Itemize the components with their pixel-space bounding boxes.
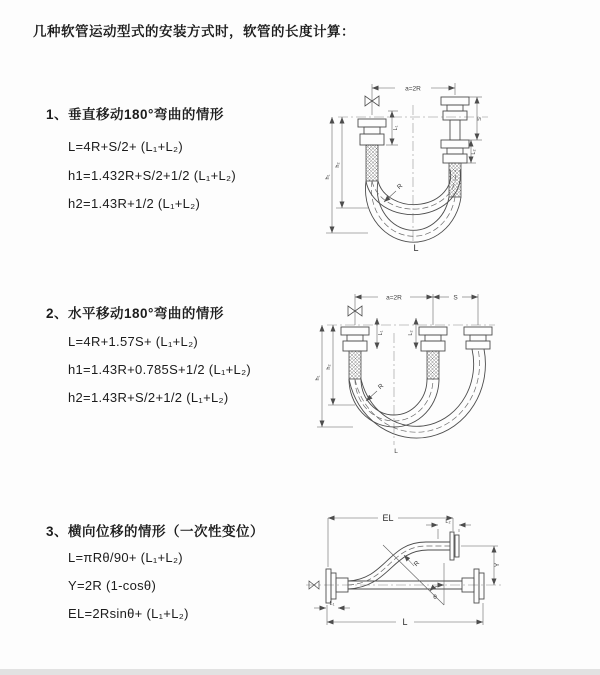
dim-label-r: R — [376, 382, 386, 392]
hose-displaced-s-curve — [348, 542, 450, 589]
flange-left — [326, 569, 348, 603]
dim-label-a2r: a=2R — [386, 294, 402, 302]
scan-edge-artifact — [0, 669, 600, 675]
section1-formula-l: L=4R+S/2+ (L₁+L₂) — [68, 139, 183, 154]
section2-formula-h2: h2=1.43R+S/2+1/2 (L₁+L₂) — [68, 390, 229, 405]
dim-fit-left — [386, 111, 399, 145]
dim-label-l1: L₁ — [378, 330, 384, 336]
dim-label-l-total: L — [402, 617, 408, 627]
dim-h2 — [335, 117, 368, 208]
braided-hose-section — [366, 145, 378, 181]
dim-label-l-total: L — [394, 448, 398, 455]
section2-formula-l: L=4R+1.57S+ (L₁+L₂) — [68, 334, 199, 349]
flange-right-moved — [464, 327, 492, 349]
section2-formula-h1: h1=1.43R+0.785S+1/2 (L₁+L₂) — [68, 362, 252, 377]
section1-heading: 1、垂直移动180°弯曲的情形 — [46, 107, 224, 122]
dim-label-s: S — [477, 117, 483, 121]
dim-span-a2r — [372, 83, 455, 115]
dim-label-a2r: a=2R — [405, 85, 421, 93]
flange-right-upper-position — [441, 97, 469, 140]
section3-formula-y: Y=2R (1-cosθ) — [68, 578, 157, 593]
page-title: 几种软管运动型式的安装方式时，软管的长度计算： — [33, 24, 355, 39]
dim-label-h2: h₂ — [326, 364, 332, 370]
dim-length-l — [327, 603, 483, 627]
section3-heading: 3、横向位移的情形（一次性变位） — [46, 524, 265, 539]
flange-right-displaced — [450, 532, 459, 560]
dim-label-h1: h₁ — [325, 174, 331, 180]
dim-label-l1: L₁ — [393, 125, 399, 131]
dim-label-l-total: L — [413, 243, 419, 253]
diagram-horizontal-180-bend — [303, 285, 600, 465]
angle-construction — [383, 545, 444, 605]
section3-formula-l: L=πRθ/90+ (L₁+L₂) — [68, 550, 183, 565]
dim-el — [328, 513, 453, 567]
section3-formula-el: EL=2Rsinθ+ (L₁+L₂) — [68, 606, 189, 621]
dim-label-el: EL — [382, 513, 394, 523]
diagram-vertical-180-bend — [310, 75, 600, 260]
dim-span-a2r — [355, 294, 478, 325]
diagram-lateral-offset — [298, 505, 513, 653]
dim-label-l1: L₁ — [329, 601, 335, 607]
dim-label-r: R — [395, 182, 405, 192]
flange-left — [358, 119, 386, 181]
dim-fit-top — [426, 519, 471, 539]
radius-leader — [366, 382, 385, 401]
flange-middle — [419, 327, 447, 379]
dim-label-y: Y — [494, 562, 501, 568]
flange-left — [341, 327, 369, 379]
dim-label-l2: L₂ — [445, 519, 451, 525]
dim-label-r: R — [412, 559, 422, 569]
section1-formula-h1: h1=1.432R+S/2+1/2 (L₁+L₂) — [68, 168, 236, 183]
dim-label-l2: L₂ — [471, 149, 477, 155]
dim-fit-left — [377, 318, 384, 349]
dim-travel-s — [469, 97, 483, 140]
dim-label-l2: L₂ — [408, 330, 414, 336]
braided-hose-section — [349, 351, 361, 379]
radius-leader — [404, 555, 421, 568]
dim-label-theta: θ — [433, 594, 437, 601]
hose-u-bend — [349, 349, 485, 438]
section1-formula-h2: h2=1.43R+1/2 (L₁+L₂) — [68, 196, 201, 211]
section2-heading: 2、水平移动180°弯曲的情形 — [46, 306, 224, 321]
dim-label-s: S — [453, 294, 458, 302]
dim-offset-y — [461, 546, 501, 585]
flange-right-lower-position — [441, 140, 469, 197]
radius-leader — [384, 182, 404, 202]
dim-fit-mid — [408, 318, 416, 349]
dim-label-h1: h₁ — [315, 375, 321, 381]
braided-hose-section — [427, 351, 439, 379]
dim-fit-left — [314, 601, 350, 608]
dim-label-h2: h₂ — [335, 162, 341, 168]
flange-right-original — [462, 569, 484, 603]
